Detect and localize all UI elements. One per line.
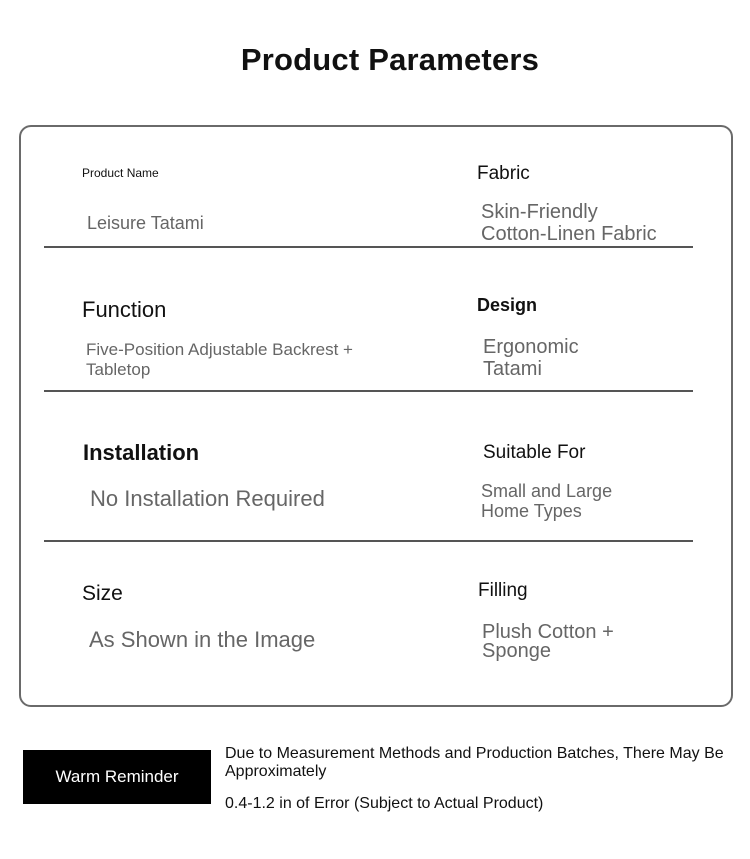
fabric-value-line: Skin-Friendly [481, 201, 598, 223]
installation-label: Installation [83, 440, 200, 465]
warm-reminder-label: Warm Reminder [55, 767, 179, 786]
suitable-for-label: Suitable For [483, 442, 586, 463]
design-value-line: Ergonomic [483, 336, 579, 358]
row-divider [44, 246, 693, 248]
suitable-for-value-line: Home Types [481, 501, 582, 521]
suitable-for-value-line: Small and Large [481, 481, 613, 501]
filling-label: Filling [478, 580, 528, 601]
filling-value-line: Plush Cotton + [482, 621, 614, 643]
fabric-value-line: Cotton-Linen Fabric [481, 223, 657, 245]
reminder-note-line: Due to Measurement Methods and Production Batches, There May Be [225, 745, 724, 762]
page-title: Product Parameters [240, 42, 540, 77]
design-value [483, 336, 579, 380]
function-value-line: Tabletop [86, 360, 151, 379]
row-divider [44, 540, 693, 542]
installation-value: No Installation Required [90, 486, 325, 511]
function-value-line: Five-Position Adjustable Backrest + [86, 340, 353, 359]
product-name-label: Product Name [82, 166, 159, 180]
reminder-note-line: Approximately [225, 763, 327, 781]
row-divider [44, 390, 693, 392]
reminder-note [225, 745, 740, 782]
design-label: Design [477, 295, 538, 315]
function-label: Function [82, 297, 167, 322]
product-name-value: Leisure Tatami [87, 213, 204, 233]
filling-value-line: Sponge [482, 640, 551, 662]
size-value: As Shown in the Image [89, 627, 316, 652]
warm-reminder-badge [23, 750, 211, 804]
fabric-label: Fabric [477, 163, 530, 184]
function-value [86, 340, 353, 380]
filling-value [482, 623, 614, 661]
reminder-note-line-2: 0.4-1.2 in of Error (Subject to Actual Product) [225, 795, 544, 812]
suitable-for-value [481, 481, 612, 521]
design-value-line: Tatami [483, 358, 542, 380]
size-label: Size [82, 582, 123, 605]
fabric-value [481, 201, 657, 245]
